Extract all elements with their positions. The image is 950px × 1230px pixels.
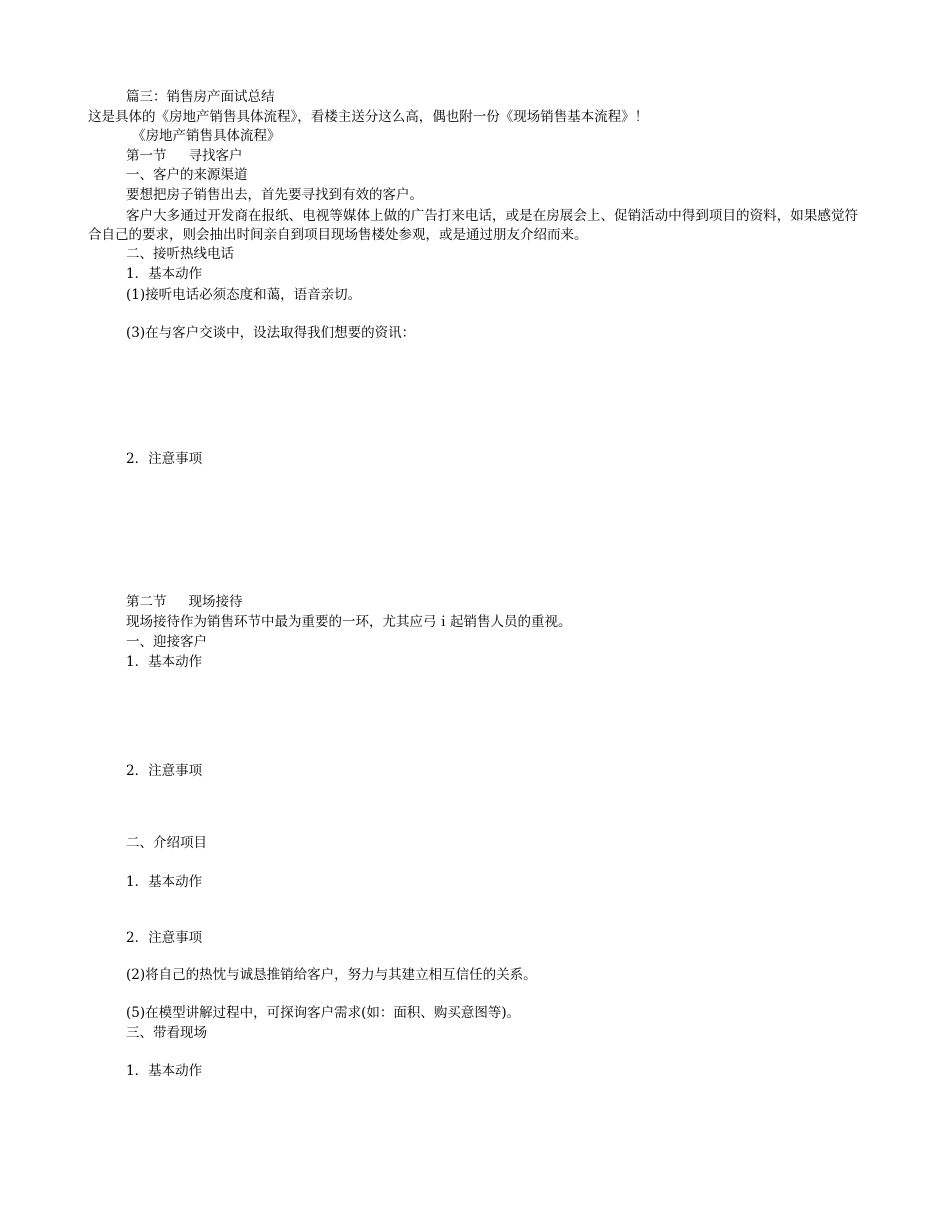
section2-heading (126, 593, 243, 611)
label-project-notes: 2．注意事项 (126, 930, 203, 946)
list-item-3: (3)在与客户交谈中，设法取得我们想要的资讯： (126, 325, 416, 341)
heading-site-visit: 三、带看现场 (126, 1025, 207, 1041)
label-basic-action: 1．基本动作 (126, 266, 203, 282)
doc-subtitle: 《房地产销售具体流程》 (132, 128, 281, 144)
list-item-5: (5)在模型讲解过程中，可探询客户需求(如：面积、购买意图等)。 (126, 1005, 521, 1021)
heading-greet-customer: 一、迎接客户 (126, 634, 207, 650)
paragraph-customer-sources: 客户大多通过开发商在报纸、电视等媒体上做的广告打来电话，或是在房展会上、促销活动中得到项目的资料，如果感觉符合自己的要求，则会抽出时间亲自到项目现场售楼处参观，或是通过朋友介绍而来。 (88, 208, 858, 243)
document-title: 篇三：销售房产面试总结 (126, 89, 275, 105)
label-project-basic-action: 1．基本动作 (126, 874, 203, 890)
intro-paragraph: 这是具体的《房地产销售具体流程》，看楼主送分这么高，偶也附一份《现场销售基本流程》！ (88, 109, 649, 125)
label-notes: 2．注意事项 (126, 451, 203, 467)
list-item-1: (1)接听电话必须态度和蔼，语音亲切。 (126, 287, 362, 303)
list-item-2: (2)将自己的热忱与诚恳推销给客户，努力与其建立相互信任的关系。 (126, 967, 537, 983)
heading-customer-channels: 一、客户的来源渠道 (126, 167, 248, 183)
heading-introduce-project: 二、介绍项目 (126, 835, 207, 851)
paragraph-find-customers: 要想把房子销售出去，首先要寻找到有效的客户。 (126, 187, 423, 203)
label-greet-notes: 2．注意事项 (126, 763, 203, 779)
section2-name: 现场接待 (188, 594, 243, 610)
section1-heading (126, 147, 243, 165)
section1-number: 第一节 (126, 148, 167, 164)
heading-hotline: 二、接听热线电话 (126, 246, 234, 262)
section2-number: 第二节 (126, 594, 167, 610)
label-greet-basic-action: 1．基本动作 (126, 654, 203, 670)
section1-name: 寻找客户 (188, 148, 243, 164)
label-site-basic-action: 1．基本动作 (126, 1063, 203, 1079)
paragraph-reception-intro: 现场接待作为销售环节中最为重要的一环，尤其应弓ｉ起销售人员的重视。 (126, 614, 572, 630)
